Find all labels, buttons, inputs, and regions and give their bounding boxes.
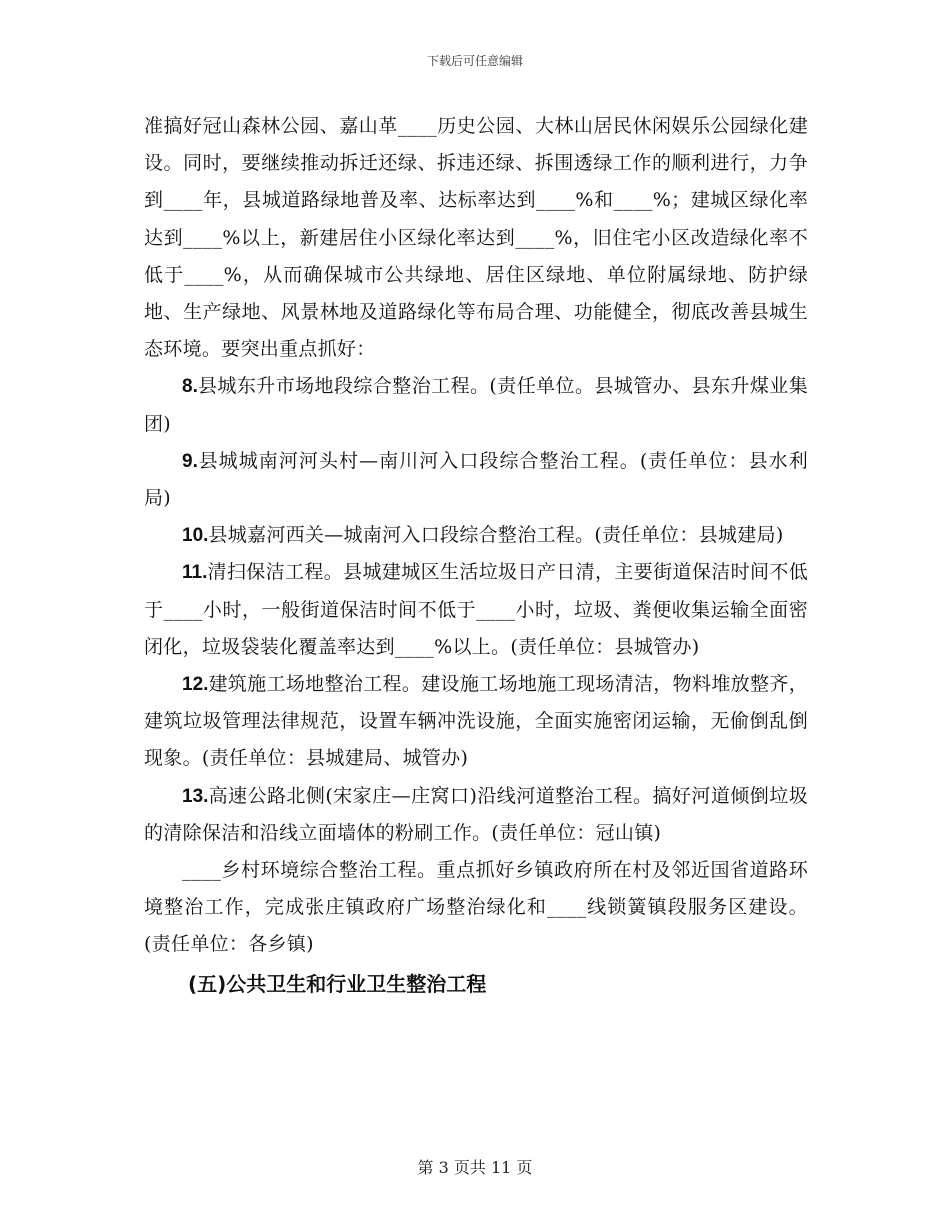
paragraph-text: 高速公路北侧(宋家庄—庄窝口)沿线河道整治工程。搞好河道倾倒垃圾的清除保洁和沿线立面墙体的粉刷工作。(责任单位：冠山镇) [144,784,808,844]
paragraph-text: 县城嘉河西关—城南河入口段综合整治工程。(责任单位：县城建局) [208,524,784,547]
section-heading: (五)公共卫生和行业卫生整治工程 [188,971,487,996]
paragraph-text: ____乡村环境综合整治工程。重点抓好乡镇政府所在村及邻近国省道路环境整治工作，完成张庄镇政府广场整治绿化和____线锁簧镇段服务区建设。(责任单位：各乡镇) [144,859,808,956]
item-number: 8. [182,376,198,398]
paragraph-text: 准搞好冠山森林公园、嘉山革____历史公园、大林山居民休闲娱乐公园绿化建设。同时，要继续推动拆迁还绿、拆违还绿、拆围透绿工作的顺利进行，力争到____年，县城道路绿地普及率、达标率达到____%和____%；建城区绿化率达到____%以上，新建居住小区绿化率达到____%，旧住宅小区改造绿化率不低于____%，从而确保城市公共绿地、居住区绿地、单位附属绿地、防护绿地、生产绿地、风景林地及道路绿化等布局合理、功能健全，彻底改善县城生态环境。要突出重点抓好： [144,115,808,361]
item-number: 12. [182,674,209,696]
paragraph-item-10 [144,517,808,554]
item-number: 10. [182,525,209,547]
paragraph-text: 县城东升市场地段综合整治工程。(责任单位。县城管办、县东升煤业集团) [144,375,808,435]
page-header: 下载后可任意编辑 [426,54,523,68]
paragraph-item-8 [144,368,808,442]
paragraph-text: 建筑施工场地整治工程。建设施工场地施工现场清洁，物料堆放整齐，建筑垃圾管理法律规范，设置车辆冲洗设施，全面实施密闭运输，无偷倒乱倒现象。(责任单位：县城建局、城管办) [144,673,808,770]
paragraph-item-9 [144,443,808,517]
paragraph-item-13 [144,778,808,852]
paragraph-item-11 [144,554,808,666]
paragraph-greening [144,108,808,368]
document-body [144,108,808,1003]
paragraph-item-12 [144,666,808,778]
item-number: 13. [182,785,209,807]
item-number: 9. [182,450,198,472]
item-number: 11. [182,562,208,584]
paragraph-item-rural [144,852,808,964]
paragraph-text: 清扫保洁工程。县城建城区生活垃圾日产日清，主要街道保洁时间不低于____小时，一般街道保洁时间不低于____小时，垃圾、粪便收集运输全面密闭化，垃圾袋装化覆盖率达到____%以上。(责任单位：县城管办) [144,561,808,658]
paragraph-text: 县城城南河河头村—南川河入口段综合整治工程。(责任单位：县水利局) [144,449,808,510]
page-footer: 第 3 页共 11 页 [417,1158,533,1177]
